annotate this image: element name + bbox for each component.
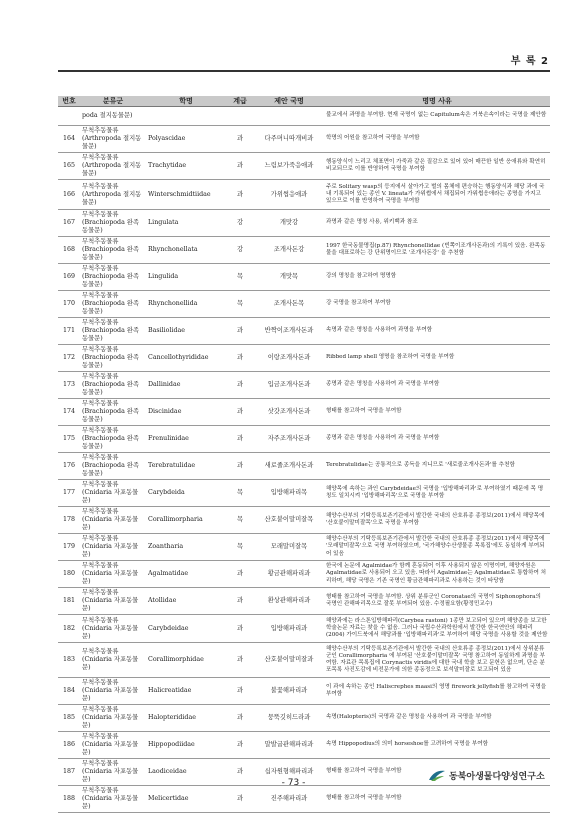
row-proposed-name: 조개사돈강 [254,237,324,264]
row-number: 165 [58,153,80,180]
row-taxon: 무척추동물류(Brachiopoda 완족동물문) [80,345,146,372]
table-row [58,318,550,345]
row-taxon: 무척추동물류(Arthropoda 절지동물문) [80,180,146,210]
row-scientific-name: Polyascidae [146,126,226,153]
row-taxon: 무척추동물류(Brachiopoda 완족동물문) [80,426,146,453]
row-taxon: 무척추동물류(Brachiopoda 완족동물문) [80,399,146,426]
row-naming-reason: 형태를 참고하여 국명을 부여함 [324,786,550,813]
row-scientific-name: Lingulata [146,210,226,237]
row-scientific-name: Basiliolidae [146,318,226,345]
row-rank: 강 [226,210,254,237]
table-row [58,237,550,264]
row-taxon: 무척추동물류(Cnidaria 자포동물문) [80,678,146,705]
column-header-no: 번호 [58,96,80,107]
row-proposed-name: 개맛강 [254,210,324,237]
row-proposed-name: 이랑조개사돈과 [254,345,324,372]
table-row [58,126,550,153]
table-row [58,732,550,759]
row-taxon: 무척추동물류(Brachiopoda 완족동물문) [80,264,146,291]
table-row [58,480,550,507]
row-number: 184 [58,678,80,705]
row-number: 174 [58,399,80,426]
column-header-taxon: 분류군 [80,96,146,107]
row-rank: 과 [226,678,254,705]
continuation-reason: 불교에서 과명을 부여함. 현재 국명이 없는 Capitulum속은 거북손속이라는 국명을 제안함 [324,107,550,126]
row-proposed-name: 새로줄조개사돈과 [254,453,324,480]
table-row [58,507,550,534]
table-row [58,643,550,678]
row-proposed-name: 다주머니따개비과 [254,126,324,153]
table-row [58,345,550,372]
row-naming-reason: 형태를 참고하여 국명을 부여함 [324,399,550,426]
row-proposed-name: 느림보가죽응애과 [254,153,324,180]
row-rank: 과 [226,399,254,426]
row-naming-reason: 주로 Solitary wasp의 등지에서 살아가고 벌의 몸체에 편승하는 행동양식과 해당 과에 국내 기록되어 있는 종인 V. lineata가 가위썹에서 채집되어 가위썹응애라는 종명을 가지고 있으므로 이를 반영하여 국명을 부여함 [324,180,550,210]
row-number: 172 [58,345,80,372]
table-row [58,786,550,813]
row-scientific-name: Agalmatidae [146,561,226,588]
row-rank: 과 [226,126,254,153]
row-number: 182 [58,615,80,643]
row-taxon: 무척추동물류(Cnidaria 자포동물문) [80,643,146,678]
row-number: 188 [58,786,80,813]
row-proposed-name: 산호붙이말미잘과 [254,643,324,678]
row-taxon: 무척추동물류(Cnidaria 자포동물문) [80,759,146,786]
table-row [58,588,550,615]
table-row [58,678,550,705]
table-row [58,372,550,399]
row-rank: 과 [226,153,254,180]
species-name-table [58,96,550,813]
row-naming-reason: 속명(Halopteris)의 국명과 같은 명칭을 사용하여 과 국명을 부여함 [324,705,550,732]
column-header-scientific-name: 학명 [146,96,226,107]
row-naming-reason: 종명과 같은 명칭을 사용하여 과 국명을 부여함 [324,426,550,453]
row-taxon: 무척추동물류(Brachiopoda 완족동물문) [80,210,146,237]
row-rank: 과 [226,453,254,480]
row-number: 167 [58,210,80,237]
row-scientific-name: Winterschmidtiidae [146,180,226,210]
column-header-naming-reason: 명명 사유 [324,96,550,107]
row-number: 173 [58,372,80,399]
row-naming-reason: Terebratulidae는 공통적으로 종득을 지니므로 '새로줄조개사돈과'를 추천함 [324,453,550,480]
row-proposed-name: 환상관해파리과 [254,588,324,615]
row-proposed-name: 삿갓조개사돈과 [254,399,324,426]
row-taxon: 무척추동물류(Cnidaria 자포동물문) [80,588,146,615]
row-rank: 과 [226,318,254,345]
row-rank: 과 [226,588,254,615]
row-rank: 과 [226,561,254,588]
row-number: 177 [58,480,80,507]
row-number: 171 [58,318,80,345]
row-taxon: 무척추동물류(Brachiopoda 완족동물문) [80,453,146,480]
row-scientific-name: Cancellothyrididae [146,345,226,372]
row-rank: 과 [226,615,254,643]
row-scientific-name: Lingulida [146,264,226,291]
row-naming-reason: 종명과 같은 명칭을 사용하여 과 국명을 부여함 [324,372,550,399]
row-proposed-name: 십자원형해파리과 [254,759,324,786]
row-taxon: 무척추동물류(Brachiopoda 완족동물문) [80,318,146,345]
row-proposed-name: 입방해파리목 [254,480,324,507]
row-number: 175 [58,426,80,453]
page-number: - 73 - [281,778,306,788]
row-number: 187 [58,759,80,786]
row-taxon: 무척추동물류(Cnidaria 자포동물문) [80,705,146,732]
row-proposed-name: 불꽃해파리과 [254,678,324,705]
row-naming-reason: 행동양식이 느리고 체표면이 가죽과 같은 질감으로 있어 있어 매끈한 일반 응애류와 확연히 비교되므로 이를 반영하여 국명을 부여함 [324,153,550,180]
row-proposed-name: 모래말미잘목 [254,534,324,561]
row-rank: 과 [226,759,254,786]
row-rank: 과 [226,345,254,372]
row-number: 168 [58,237,80,264]
row-rank: 과 [226,426,254,453]
row-rank: 목 [226,507,254,534]
row-naming-reason: 해양과에는 라스톤입방해파리(Carybea rastoni) 1종만 보고되어 있으며 해양종을 보고한 학술논문 자료는 찾을 수 없음. 그러나 국립수산과학원에서 발간한 한국연안의 해파리(2004) 가이드북에서 해당과를 '입방해파리과'로 부여하여 해당 국명을 사용할 것을 제안함 [324,615,550,643]
row-taxon: 무척추동물류(Brachiopoda 완족동물문) [80,372,146,399]
row-proposed-name: 입금조개사돈과 [254,372,324,399]
row-naming-reason: 강의 명칭을 참고하여 명명함 [324,264,550,291]
row-proposed-name: 뭉뚝깃히드라과 [254,705,324,732]
page-header-title: 부 록 2 [510,56,549,67]
row-proposed-name: 산호붙이말미잘목 [254,507,324,534]
row-proposed-name: 조개사돈목 [254,291,324,318]
table-row [58,534,550,561]
row-naming-reason: 한국에 논문에 Agalmidae가 함께 혼동되어 이후 사용되지 않은 이명이며, 해양자원은 Agalmatidae로 사용되어 오고 있음. 따라서 Agalmidae는 Agalmatidae로 통합하여 처리하며, 해당 국명은 기존 국명인 황금관해파리과로 사용하는 것이 타당함 [324,561,550,588]
table-row [58,453,550,480]
row-scientific-name: Halopterididae [146,705,226,732]
column-header-rank: 계급 [226,96,254,107]
row-number: 180 [58,561,80,588]
continuation-taxon: poda 절지동물문) [80,107,146,126]
row-number: 166 [58,180,80,210]
row-scientific-name: Corallimorpharia [146,507,226,534]
column-header-proposed-name: 제안 국명 [254,96,324,107]
row-taxon: 무척추동물류(Brachiopoda 완족동물문) [80,237,146,264]
row-scientific-name: Corallimorphidae [146,643,226,678]
row-number: 179 [58,534,80,561]
table-row [58,615,550,643]
row-proposed-name: 입방해파리과 [254,615,324,643]
row-scientific-name: Rhynchonellida [146,291,226,318]
row-proposed-name: 진주해파리과 [254,786,324,813]
row-scientific-name: Atollidae [146,588,226,615]
row-proposed-name: 가위썹응애과 [254,180,324,210]
row-taxon: 무척추동물류(Cnidaria 자포동물문) [80,561,146,588]
row-scientific-name: Carybdeida [146,480,226,507]
row-taxon: 무척추동물류(Cnidaria 자포동물문) [80,507,146,534]
row-taxon: 무척추동물류(Brachiopoda 완족동물문) [80,291,146,318]
row-taxon: 무척추동물류(Cnidaria 자포동물문) [80,786,146,813]
row-number: 185 [58,705,80,732]
table-row [58,561,550,588]
row-taxon: 무척추동물류(Arthropoda 절지동물문) [80,153,146,180]
row-scientific-name: Halicreatidae [146,678,226,705]
table-row [58,153,550,180]
row-scientific-name: Laodiceidae [146,759,226,786]
row-rank: 목 [226,264,254,291]
row-naming-reason: 속명 Hippopodius의 의미 horseshoe를 고려하여 국명을 부여함 [324,732,550,759]
row-naming-reason: 해양목에 속하는 과인 Carybdeidae의 국명을 '입방해파리과'로 부여하였기 때문에 목 명칭도 일치시켜 '입방해파리목'으로 국명을 부여함 [324,480,550,507]
row-taxon: 무척추동물류(Cnidaria 자포동물문) [80,615,146,643]
row-rank: 목 [226,534,254,561]
row-scientific-name: Zoantharia [146,534,226,561]
row-naming-reason: 해양수산부의 기탁등록보존기관에서 발간한 국내의 산호류종 종정보(2011)에서 상위분류군인 Corallimorpharia 에 부여된 '산호붙이말미잘목' 국명 참고하여 동일하게 과명을 부여함. 자료관 목록집에 Corynactis viridis에 대한 국내 학술 보고 문헌은 없으며, 단순 분포목록 사진도감에 비전문가에 의한 종동정으로 보석말미잘로 보고되어 있음 [324,643,550,678]
table-row [58,426,550,453]
table-row [58,264,550,291]
row-naming-reason: 해양수산부의 기탁등록보존기관에서 발간한 국내의 산호류종 종정보(2011)에서 해당목에 '모래말미잘목'으로 국명 부여하였으며, '국가해양수산생물종 목록집'에도 동일하게 부여되어 있음 [324,534,550,561]
row-scientific-name: Terebratulidae [146,453,226,480]
table-row [58,210,550,237]
header-rule [58,70,550,72]
row-scientific-name: Trachytidae [146,153,226,180]
row-naming-reason: 형태를 참고하여 국명을 부여함. 상위 분류군인 Coronatae의 국명이 Siphonophora의 국명인 관해파리목으로 잘못 부여되어 있음. 수정필요함(황정민교수) [324,588,550,615]
row-scientific-name: Frenulinidae [146,426,226,453]
row-number: 176 [58,453,80,480]
institute-logo-icon [428,768,446,782]
row-scientific-name: Rhynchonellata [146,237,226,264]
row-number: 186 [58,732,80,759]
row-number: 181 [58,588,80,615]
row-number: 183 [58,643,80,678]
row-proposed-name: 황금관해파리과 [254,561,324,588]
row-rank: 과 [226,372,254,399]
row-rank: 목 [226,480,254,507]
table-row [58,399,550,426]
row-rank: 과 [226,732,254,759]
row-naming-reason: 형태를 참고하여 국명을 부여함 [324,759,550,786]
row-naming-reason: 1997 한국동물명집(p.87) Rhynchonellidae (빈쪽이조개사돈과)의 기록이 있음. 완족동물을 대표로하는 강 단위명이므로 '조개사돈강' 을 추천함 [324,237,550,264]
table-header-row [58,96,550,107]
row-taxon: 무척추동물류(Cnidaria 자포동물문) [80,732,146,759]
row-taxon: 무척추동물류(Cnidaria 자포동물문) [80,534,146,561]
row-scientific-name: Hippopodiidae [146,732,226,759]
row-proposed-name: 자주조개사돈과 [254,426,324,453]
row-scientific-name: Discinidae [146,399,226,426]
row-naming-reason: 해양수산부의 기탁등록보존기관에서 발간한 국내의 산호류종 종정보(2011)에서 해당목에 '산호붙이말미잘목'으로 국명을 부여함 [324,507,550,534]
row-naming-reason: 이 과에 속하는 종인 Haliscrephes maasi의 영명 firework jellyfish를 참고하여 국명을 부여함 [324,678,550,705]
row-rank: 과 [226,786,254,813]
table-row [58,291,550,318]
row-rank: 과 [226,643,254,678]
row-scientific-name: Carybdeidae [146,615,226,643]
row-rank: 강 [226,237,254,264]
row-taxon: 무척추동물류(Arthropoda 절지동물문) [80,126,146,153]
row-proposed-name: 반짝이조개사돈과 [254,318,324,345]
row-number: 169 [58,264,80,291]
row-number: 178 [58,507,80,534]
table-row-continuation [58,107,550,126]
footer-logo [428,768,545,782]
table-row [58,180,550,210]
row-number: 170 [58,291,80,318]
row-number: 164 [58,126,80,153]
row-naming-reason: 학명의 어원을 참고하여 국명을 부여함 [324,126,550,153]
row-naming-reason: 과명과 같은 명칭 사용, 위키백과 참조 [324,210,550,237]
row-scientific-name: Melicertidae [146,786,226,813]
institute-name: 동북아생물다양성연구소 [449,771,545,782]
row-rank: 목 [226,291,254,318]
row-naming-reason: Ribbed lamp shell 영명을 참조하여 국명을 부여함 [324,345,550,372]
row-scientific-name: Dallinidae [146,372,226,399]
row-naming-reason: 속명과 같은 명칭을 사용하여 과명을 부여함 [324,318,550,345]
row-proposed-name: 개맛목 [254,264,324,291]
row-naming-reason: 강 국명을 참고하여 부여함 [324,291,550,318]
row-rank: 과 [226,705,254,732]
row-proposed-name: 말발굽관해파리과 [254,732,324,759]
row-rank: 과 [226,180,254,210]
table-row [58,705,550,732]
row-taxon: 무척추동물류(Cnidaria 자포동물문) [80,480,146,507]
